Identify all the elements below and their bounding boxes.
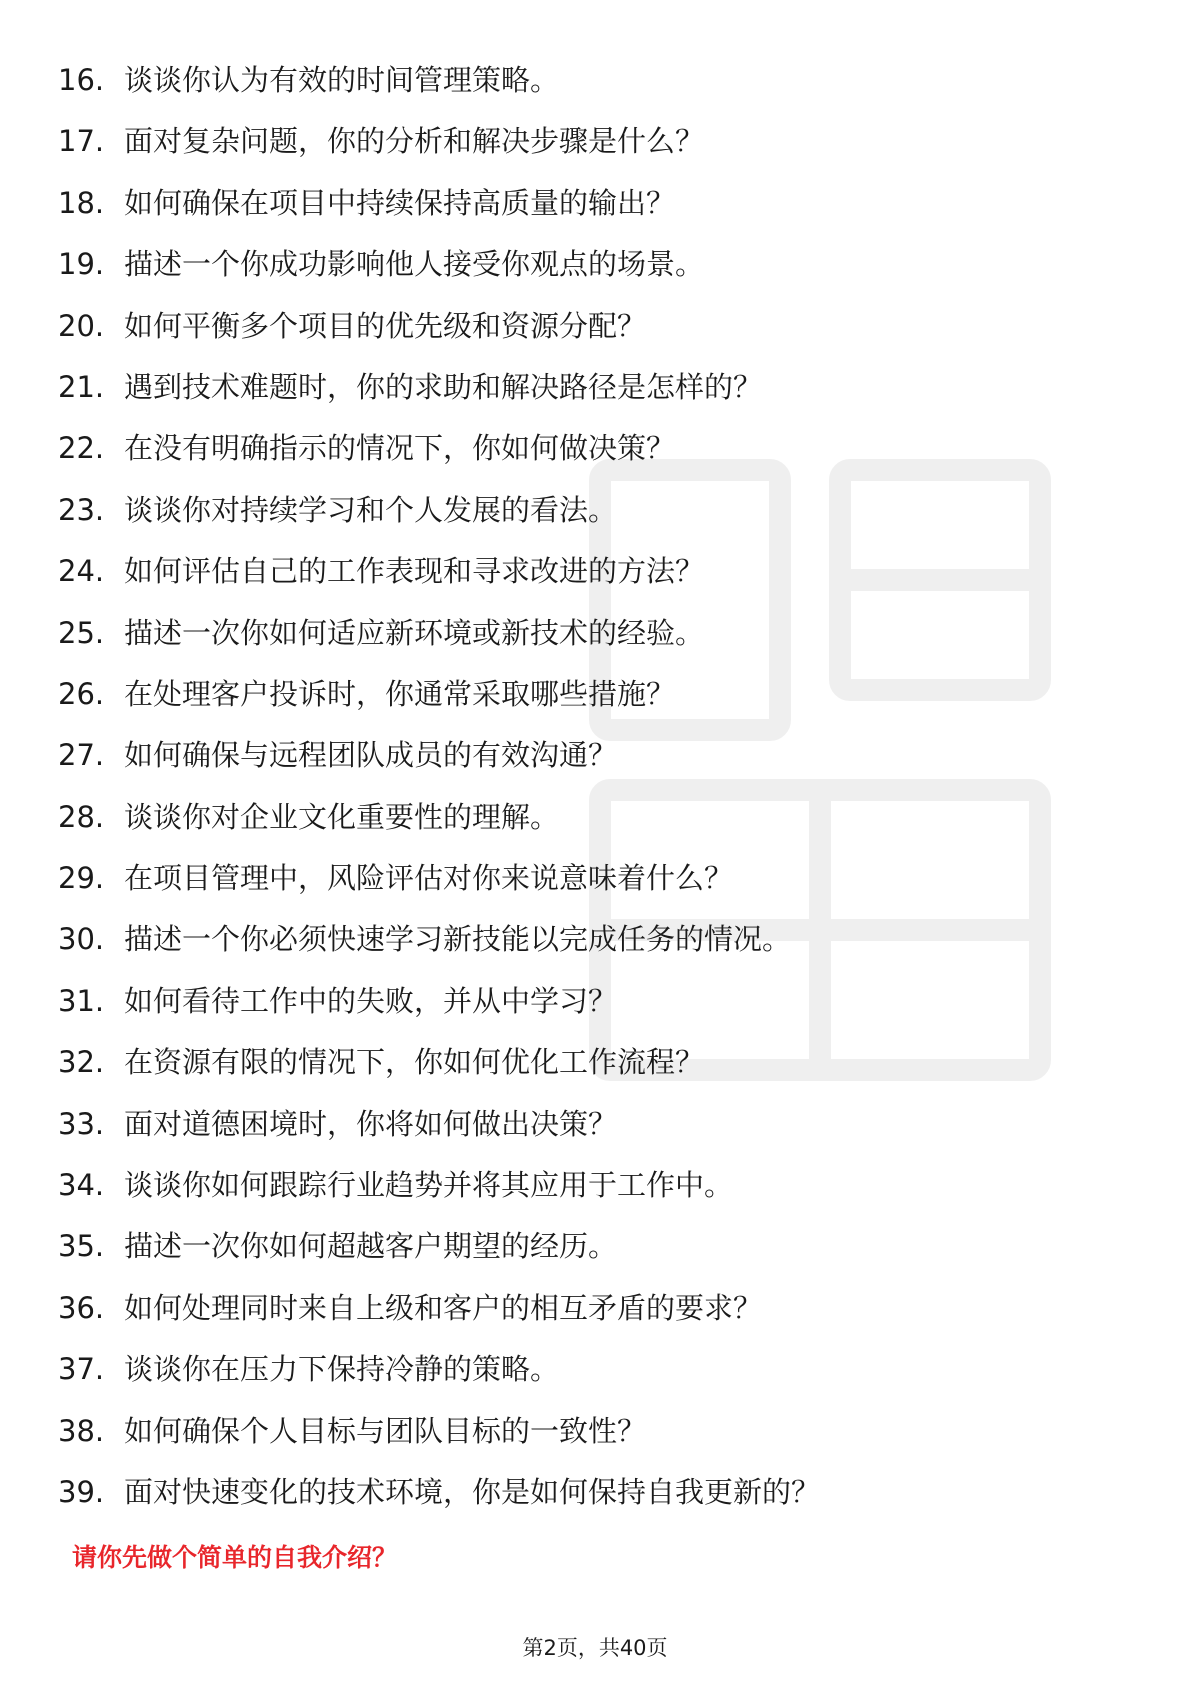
question-number: 27.: [58, 738, 105, 773]
question-item: [58, 1339, 820, 1400]
question-item: [58, 909, 820, 970]
question-item: [58, 787, 820, 848]
question-number: 23.: [58, 492, 105, 527]
question-item: [58, 603, 820, 664]
page-footer: 第2页，共40页: [522, 1636, 668, 1660]
question-number: 34.: [58, 1168, 105, 1203]
question-item: [58, 971, 820, 1032]
question-text: 描述一个你成功影响他人接受你观点的场景。: [124, 247, 705, 282]
question-text: 谈谈你对持续学习和个人发展的看法。: [124, 492, 618, 527]
question-number: 30.: [58, 922, 105, 957]
question-item: [58, 541, 820, 602]
question-number: 35.: [58, 1229, 105, 1264]
question-item: [58, 848, 820, 909]
question-item: [58, 1094, 820, 1155]
question-item: [58, 1216, 820, 1277]
question-text: 面对快速变化的技术环境，你是如何保持自我更新的？: [124, 1474, 821, 1509]
question-number: 33.: [58, 1106, 105, 1141]
question-text: 谈谈你在压力下保持冷静的策略。: [124, 1352, 560, 1387]
question-text: 如何平衡多个项目的优先级和资源分配？: [124, 308, 647, 343]
question-text: 描述一次你如何超越客户期望的经历。: [124, 1229, 618, 1264]
question-text: 在处理客户投诉时，你通常采取哪些措施？: [124, 676, 676, 711]
question-number: 25.: [58, 615, 105, 650]
question-item: [58, 296, 820, 357]
question-text: 如何评估自己的工作表现和寻求改进的方法？: [124, 554, 705, 589]
question-text: 在资源有限的情况下，你如何优化工作流程？: [124, 1045, 705, 1080]
question-text: 谈谈你认为有效的时间管理策略。: [124, 63, 560, 97]
question-number: 24.: [58, 554, 105, 589]
question-item: [58, 480, 820, 541]
question-text: 如何确保在项目中持续保持高质量的输出？: [124, 185, 676, 220]
question-item: [58, 173, 820, 234]
question-text: 如何确保与远程团队成员的有效沟通？: [124, 738, 618, 773]
question-number: 21.: [58, 369, 105, 404]
question-text: 在项目管理中，风险评估对你来说意味着什么？: [124, 861, 734, 896]
question-text: 如何看待工作中的失败，并从中学习？: [124, 983, 618, 1018]
question-number: 20.: [58, 308, 105, 343]
question-item: [58, 1401, 820, 1462]
question-item: [58, 418, 820, 479]
question-text: 遇到技术难题时，你的求助和解决路径是怎样的？: [124, 369, 763, 404]
question-number: 36.: [58, 1290, 105, 1325]
question-number: 31.: [58, 983, 105, 1018]
question-item: [58, 234, 820, 295]
question-text: 描述一个你必须快速学习新技能以完成任务的情况。: [124, 922, 792, 957]
question-text: 如何处理同时来自上级和客户的相互矛盾的要求？: [124, 1290, 763, 1325]
question-number: 18.: [58, 185, 105, 220]
question-text: 谈谈你如何跟踪行业趋势并将其应用于工作中。: [124, 1168, 734, 1203]
section-heading: 请你先做个简单的自我介绍？: [72, 1543, 398, 1572]
question-item: [58, 1032, 820, 1093]
question-number: 37.: [58, 1352, 105, 1387]
question-item: [58, 725, 820, 786]
question-item: [58, 1278, 820, 1339]
question-text: 面对复杂问题，你的分析和解决步骤是什么？: [124, 124, 705, 159]
question-number: 17.: [58, 124, 105, 159]
question-number: 28.: [58, 799, 105, 834]
question-number: 22.: [58, 431, 105, 466]
question-text: 如何确保个人目标与团队目标的一致性？: [124, 1413, 647, 1448]
question-number: 19.: [58, 247, 105, 282]
question-number: 16.: [58, 63, 105, 97]
question-number: 32.: [58, 1045, 105, 1080]
question-number: 38.: [58, 1413, 105, 1448]
question-number: 26.: [58, 676, 105, 711]
question-text: 谈谈你对企业文化重要性的理解。: [124, 799, 560, 834]
question-text: 在没有明确指示的情况下，你如何做决策？: [124, 431, 676, 466]
question-item: [58, 357, 820, 418]
question-number: 39.: [58, 1474, 105, 1509]
question-item: [58, 1462, 820, 1523]
question-text: 描述一次你如何适应新环境或新技术的经验。: [124, 615, 705, 650]
question-item: [58, 111, 820, 172]
question-number: 29.: [58, 861, 105, 896]
question-item: [58, 664, 820, 725]
question-text: 面对道德困境时，你将如何做出决策？: [124, 1106, 618, 1141]
question-item: [58, 50, 820, 111]
question-item: [58, 1155, 820, 1216]
question-list: [58, 50, 820, 1523]
